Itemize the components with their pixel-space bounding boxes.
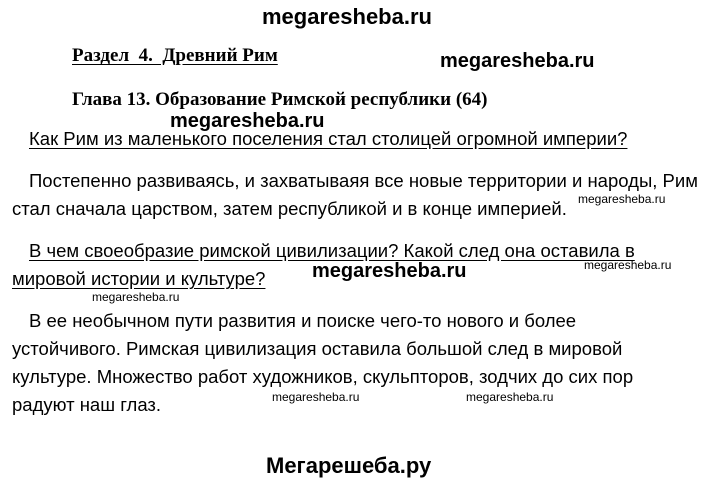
question-line: Как Рим из маленького поселения стал столицей огромной империи? [29, 128, 628, 149]
answer-line: В ее необычном пути развития и поиске чего-то нового и более [29, 310, 577, 331]
watermark-right: megaresheba.ru [440, 50, 595, 72]
answer-line: радуют наш глаз. [12, 394, 162, 415]
question-line: В чем своеобразие римской цивилизации? Какой след она оставила в [29, 240, 635, 261]
answer-line: культуре. Множество работ художников, скульпторов, зодчих до сих пор [12, 366, 634, 387]
answer-line: Постепенно развиваясь, и захватываяя все новые территории и народы, Рим [29, 170, 698, 191]
watermark-top: megaresheba.ru [262, 4, 432, 29]
watermark-small: megaresheba.ru [578, 192, 666, 206]
chapter-title: Глава 13. Образование Римской республики (64) [72, 89, 488, 110]
watermark-mid: megaresheba.ru [170, 110, 325, 132]
watermark-small: megaresheba.ru [466, 390, 554, 404]
answer-line: устойчивого. Римская цивилизация оставила большой след в мировой [12, 338, 623, 359]
question-line: мировой истории и культуре? [12, 268, 266, 289]
watermark-small: megaresheba.ru [584, 258, 672, 272]
watermark-small: megaresheba.ru [272, 390, 360, 404]
footer-watermark: Мегарешеба.ру [266, 453, 432, 478]
answer-line: стал сначала царством, затем республикой и в конце империей. [12, 198, 567, 219]
section-title: Раздел 4. Древний Рим [72, 45, 278, 66]
watermark-small: megaresheba.ru [92, 290, 180, 304]
watermark-mid: megaresheba.ru [312, 260, 467, 282]
